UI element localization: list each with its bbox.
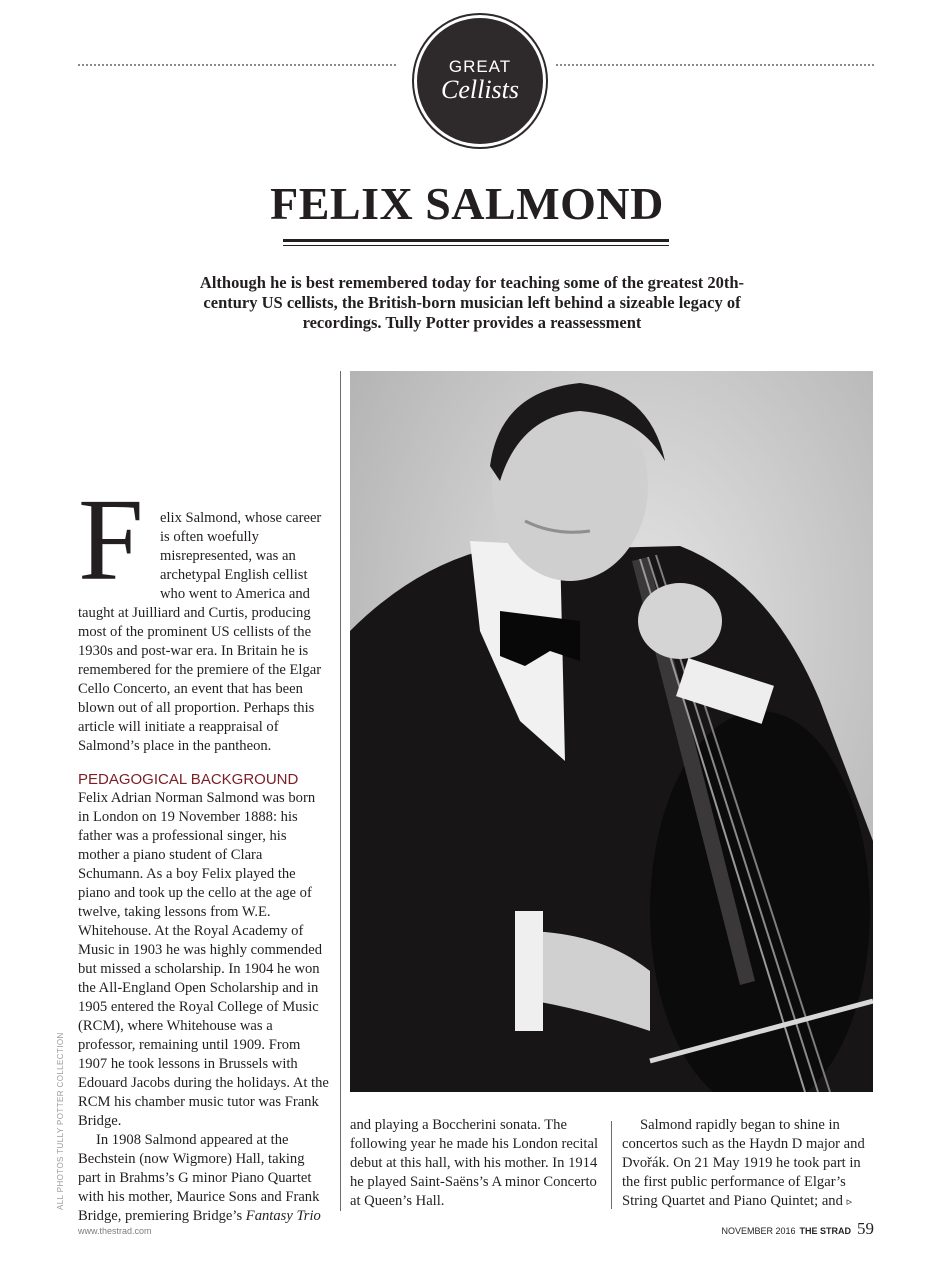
article-title: FELIX SALMOND — [270, 178, 664, 229]
footer-url: www.thestrad.com — [78, 1226, 152, 1236]
photo-credit: ALL PHOTOS TULLY POTTER COLLECTION — [56, 1032, 65, 1210]
header-dotted-rule-left — [78, 64, 396, 66]
header-dotted-rule-right — [556, 64, 874, 66]
continue-arrow-icon: ▹ — [846, 1195, 853, 1208]
page-number: 59 — [857, 1219, 874, 1238]
footer-folio — [721, 1219, 874, 1239]
badge-line1: GREAT — [448, 57, 512, 76]
title-rule-thick — [283, 239, 669, 242]
intro-paragraph: elix Salmond, whose career is often woefully misrepresented, was an archetypal English cellist who went to America and taught at Juilliard and Curtis, producing most of the prominent US cellists of the 1930s and post-war era. In Britain he is remembered for the premiere of the Elgar Cello Concerto, an event that has been blown out of all proportion. Perhaps this article will initiate a reappraisal of Salmond’s place in the pantheon. — [78, 510, 322, 754]
section-subhead: PEDAGOGICAL BACKGROUND — [78, 771, 299, 788]
drop-cap: F — [78, 474, 144, 605]
column-divider-2 — [611, 1121, 612, 1209]
footer-date: NOVEMBER 2016 — [721, 1226, 796, 1236]
column-3-text: Salmond rapidly began to shine in concertos such as the Haydn D major and Dvořák. On 21 May 1919 he took part in the first public performance of Elgar’s String Quartet and Piano Quintet; and — [622, 1117, 865, 1209]
article-column-2 — [350, 1116, 600, 1211]
body-paragraph-2 — [78, 1131, 330, 1226]
photo-illustration — [350, 371, 873, 1092]
body-paragraph-2-text: In 1908 Salmond appeared at the Bechstein (now Wigmore) Hall, taking part in Brahms’s G minor Piano Quartet with his mother, Maurice Sons and Frank Bridge, premiering Bridge’s — [78, 1132, 320, 1224]
article-column-1 — [78, 474, 330, 1226]
column-3-paragraph — [622, 1116, 874, 1211]
footer-magazine: THE STRAD — [799, 1226, 851, 1236]
title-rule-thin — [283, 245, 669, 246]
standfirst: Although he is best remembered today for teaching some of the greatest 20th-century US cellists, the British-born musician left behind a sizeable legacy of recordings. Tully Potter provides a reassessment — [199, 273, 745, 332]
column-2-paragraph: and playing a Boccherini sonata. The following year he made his London recital debut at this hall, with his mother. In 1914 he played Saint-Saëns’s A minor Concerto at Queen’s Hall. — [350, 1117, 599, 1209]
column-divider-1 — [340, 371, 341, 1211]
series-badge — [417, 18, 543, 144]
badge-line2: Cellists — [440, 75, 519, 104]
article-column-3 — [622, 1116, 874, 1211]
body-paragraph-1: Felix Adrian Norman Salmond was born in London on 19 November 1888: his father was a professional singer, his mother a piano student of Clara Schumann. As a boy Felix played the piano and took up the cello at the age of twelve, taking lessons from W.E. Whitehouse. At the Royal Academy of Music in 1903 he was highly commended but missed a scholarship. In 1904 he won the All-England Open Scholarship and in 1905 entered the Royal College of Music (RCM), where Whitehouse was a professor, remaining until 1909. From 1907 he took lessons in Brussels with Edouard Jacobs during the holidays. At the RCM his chamber music tutor was Frank Bridge. — [78, 790, 329, 1129]
fantasy-trio-title: Fantasy Trio — [245, 1208, 321, 1224]
portrait-photo — [350, 371, 873, 1092]
